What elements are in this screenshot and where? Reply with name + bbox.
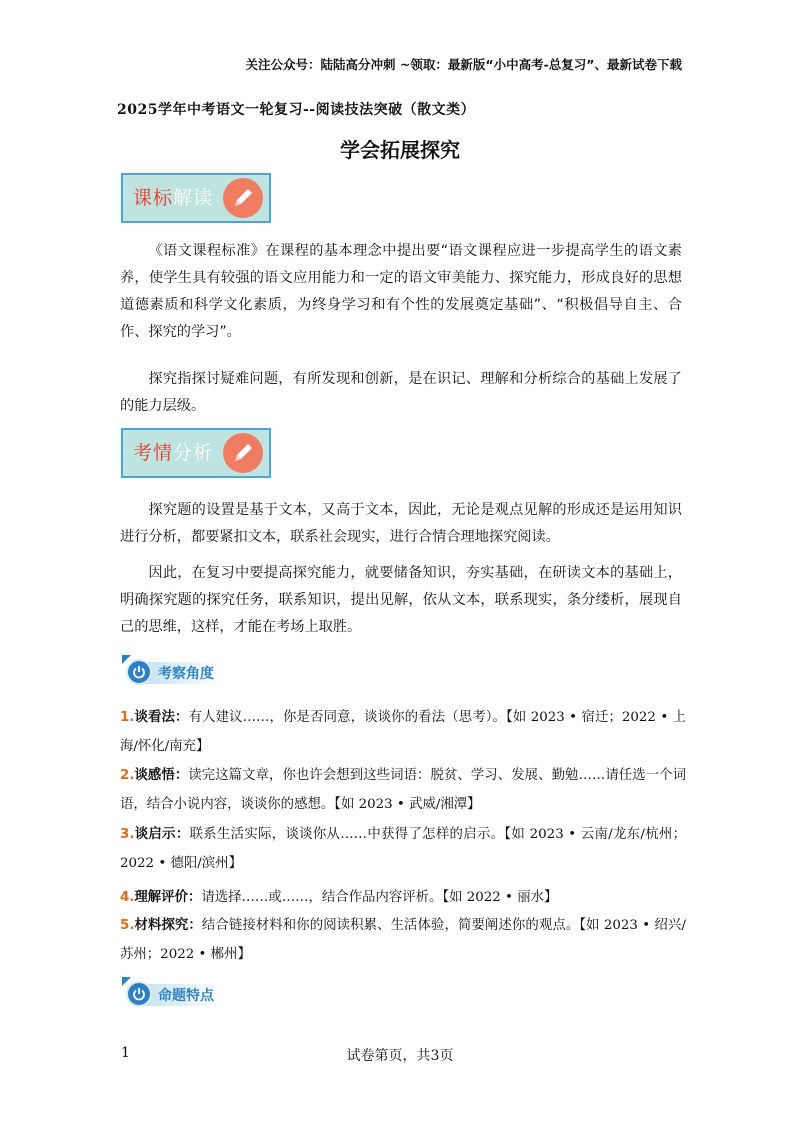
kaocha-tag-label: 考察角度: [158, 666, 214, 682]
mingti-tag: [122, 977, 232, 1011]
page-number: 1: [121, 1045, 130, 1061]
list-item: 2.谈感悟：读完这篇文章，你也许会想到这些词语：脱贫、学习、发展、勤勉……请任选一个词语，结合小说内容，谈谈你的感想。【如 2023 • 武威/湘潭】: [120, 767, 687, 812]
paragraph-review-advice: 因此，在复习中要提高探究能力，就要储备知识，夯实基础，在研读文本的基础上，明确探究题的探究任务，联系知识，提出见解，依从文本，联系现实，条分缕析，展现自己的思维，这样，才能在考场上取胜。: [120, 565, 682, 635]
paragraph-exam-analysis: 探究题的设置是基于文本，又高于文本，因此，无论是观点见解的形成还是运用知识进行分析，都要紧扣文本，联系社会现实，进行合情合理地探究阅读。: [120, 502, 682, 545]
top-promo-note: 关注公众号：陆陆高分冲刺 ~领取：最新版“小中高考-总复习”、最新试卷下载: [245, 57, 682, 72]
page-footer-text: 试卷第页，共3页: [346, 1048, 454, 1064]
kebiao-banner-text: 课标解读: [133, 187, 214, 209]
document-subtitle: 2025学年中考语文一轮复习--阅读技法突破（散文类）: [117, 102, 476, 118]
list-item: 4.理解评价：请选择……或……，结合作品内容评析。【如 2022 • 丽水】: [120, 889, 558, 905]
pencil-icon: [223, 178, 263, 218]
list-item: 1.谈看法：有人建议……，你是否同意，谈谈你的看法（思考）。【如 2023 • 宿迁；2022 • 上海/怀化/南充】: [120, 709, 686, 754]
pencil-icon: [223, 433, 263, 473]
mingti-tag-label: 命题特点: [158, 988, 214, 1004]
page-title: 学会拓展探究: [340, 138, 460, 162]
paragraph-explore-definition: 探究指探讨疑难问题，有所发现和创新，是在识记、理解和分析综合的基础上发展了的能力层级。: [120, 371, 682, 414]
power-icon: [126, 659, 152, 685]
power-icon: [126, 981, 152, 1007]
kaoqing-banner: [121, 428, 271, 478]
list-item: 5.材料探究：结合链接材料和你的阅读积累、生活体验，简要阐述你的观点。【如 2023 • 绍兴/苏州；2022 • 郴州】: [120, 917, 687, 962]
list-item: 3.谈启示：联系生活实际，谈谈你从……中获得了怎样的启示。【如 2023 • 云南/龙东/杭州；2022 • 德阳/滨州】: [120, 826, 686, 871]
kebiao-banner: [121, 173, 271, 223]
kaocha-tag: [122, 655, 232, 689]
kaoqing-banner-text: 考情分析: [133, 442, 214, 464]
paragraph-standard: 《语文课程标准》在课程的基本理念中提出要“语文课程应进一步提高学生的语文素养，使学生具有较强的语文应用能力和一定的语文审美能力、探究能力，形成良好的思想道德素质和科学文化素质，为终身学习和有个性的发展奠定基础”、“积极倡导自主、合作、探究的学习”。: [120, 243, 682, 340]
